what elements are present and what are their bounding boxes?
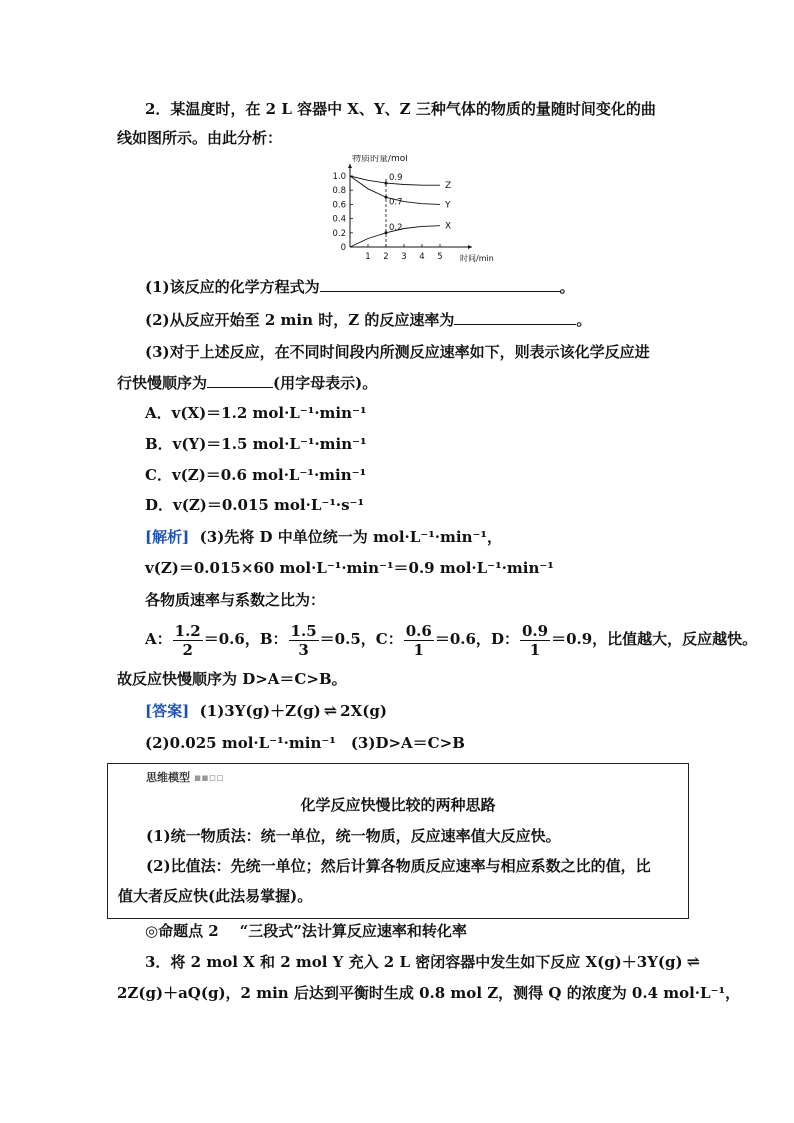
q2-sub3-line1: (3)对于上述反应，在不同时间段内所测反应速率如下，则表示该化学反应进	[145, 343, 650, 361]
series-y-label: Y	[445, 200, 451, 211]
answer-blank-3[interactable]	[207, 373, 273, 388]
q3-line2: 2Z(g)＋aQ(g)，2 min 后达到平衡时生成 0.8 mol Z，测得 Q 的浓度为 0.4 mol·L⁻¹，	[117, 984, 741, 1002]
x-tick-label: 1	[365, 252, 371, 262]
y-axis-label: 物质的量/mol	[352, 155, 408, 164]
ratio-a-den: 2	[182, 640, 193, 659]
ratio-a-num: 1.2	[174, 621, 201, 640]
ratio-c-label: C：	[375, 630, 403, 648]
analysis-line3: 各物质速率与系数之比为：	[145, 591, 326, 609]
option-d: D．v(Z)＝0.015 mol·L⁻¹·s⁻¹	[145, 496, 365, 514]
answer-eq-left: (1)3Y(g)＋Z(g)	[199, 702, 321, 720]
x-axis-arrow-icon	[468, 245, 472, 249]
ratio-b-fraction	[289, 622, 319, 659]
q3-line1	[145, 952, 700, 972]
y-tick-label: 0.4	[332, 214, 346, 225]
analysis-tag: [解析]	[145, 528, 190, 546]
amount-time-chart	[322, 155, 507, 270]
annotation-label: 0.7	[389, 197, 403, 208]
q2-line2: 线如图所示。由此分析：	[117, 129, 283, 147]
q2-sub3-text: 行快慢顺序为	[117, 374, 208, 392]
x-axis-label: 时间/min	[460, 254, 494, 263]
q2-sub3-end: (用字母表示)。	[273, 374, 378, 392]
ratio-b-den: 3	[298, 640, 309, 659]
q2-sub2	[145, 310, 591, 330]
ratio-c-num: 0.6	[405, 621, 432, 640]
ratio-a-label: A：	[145, 630, 172, 648]
answer-line1	[145, 701, 387, 721]
analysis-text-1: (3)先将 D 中单位统一为 mol·L⁻¹·min⁻¹，	[199, 528, 502, 546]
x-tick-label: 5	[437, 252, 443, 262]
equilibrium-arrow-icon: ⇌	[686, 952, 701, 971]
series-z-label: Z	[445, 181, 452, 192]
model-title: 化学反应快慢比较的两种思路	[300, 796, 496, 814]
ratio-c-val: ＝0.6，	[434, 630, 491, 648]
ratio-c-den: 1	[413, 640, 424, 659]
answer-tag: [答案]	[145, 702, 190, 720]
topic2-heading	[145, 921, 467, 941]
x-tick-label: 3	[401, 252, 407, 262]
y-tick-label: 0	[340, 243, 346, 253]
ratio-a-val: ＝0.6，	[203, 630, 260, 648]
series-z-point	[385, 182, 388, 185]
ratio-d-label: D：	[490, 630, 519, 648]
topic2-marker: ◎命题点 2	[145, 922, 219, 940]
answer-line2: (2)0.025 mol·L⁻¹·min⁻¹ (3)D>A＝C>B	[145, 734, 465, 752]
model-tag-text: 思维模型	[146, 771, 190, 784]
ratio-d-den: 1	[529, 640, 541, 659]
y-tick-label: 0.6	[332, 200, 346, 211]
ratio-line	[145, 620, 757, 659]
annotation-label: 0.9	[389, 173, 403, 184]
y-tick-label: 1.0	[332, 172, 346, 182]
q2-line1: 2．某温度时，在 2 L 容器中 X、Y、Z 三种气体的物质的量随时间变化的曲	[145, 100, 656, 118]
annotation-label: 0.2	[389, 222, 403, 233]
ratio-b-val: ＝0.5，	[319, 630, 376, 648]
ratio-b-num: 1.5	[290, 621, 317, 640]
q3-text-1: 3．将 2 mol X 和 2 mol Y 充入 2 L 密闭容器中发生如下反应 X(g)＋3Y(g)	[145, 953, 683, 971]
ratio-b-label: B：	[259, 630, 288, 648]
ratio-d-val: ＝0.9，比值越大，反应越快。	[551, 630, 758, 648]
x-tick-label: 2	[383, 252, 389, 262]
answer-blank-1[interactable]	[320, 277, 560, 292]
option-c: C．v(Z)＝0.6 mol·L⁻¹·min⁻¹	[145, 466, 367, 484]
q2-sub1	[145, 277, 575, 297]
option-b: B．v(Y)＝1.5 mol·L⁻¹·min⁻¹	[145, 435, 367, 453]
model-item1: (1)统一物质法：统一单位，统一物质，反应速率值大反应快。	[146, 827, 561, 845]
y-axis-arrow-icon	[348, 164, 352, 168]
q2-sub2-text: (2)从反应开始至 2 min 时，Z 的反应速率为	[145, 311, 455, 329]
analysis-line5: 故反应快慢顺序为 D>A＝C>B。	[117, 670, 347, 688]
series-y-point	[385, 196, 388, 199]
q2-sub1-text: (1)该反应的化学方程式为	[145, 278, 320, 296]
q2-sub2-end: 。	[576, 311, 592, 329]
series-x-point	[385, 231, 388, 234]
ratio-c-fraction	[404, 622, 434, 659]
q2-sub1-end: 。	[559, 278, 575, 296]
y-tick-label: 0.8	[332, 186, 346, 197]
series-x-label: X	[445, 221, 452, 232]
y-tick-label: 0.2	[332, 228, 346, 239]
ratio-d-num: 0.9	[521, 621, 549, 640]
thinking-model-box	[107, 763, 689, 919]
x-tick-label: 4	[419, 252, 425, 262]
model-item2-line2: 值大者反应快(此法易掌握)。	[118, 887, 313, 905]
analysis-line2: v(Z)＝0.015×60 mol·L⁻¹·min⁻¹＝0.9 mol·L⁻¹·min⁻¹	[145, 559, 554, 577]
answer-blank-2[interactable]	[454, 310, 576, 325]
q2-sub3-line2	[117, 373, 377, 393]
analysis-line1	[145, 527, 502, 547]
model-tag	[146, 769, 224, 785]
model-item2-line1: (2)比值法：先统一单位；然后计算各物质反应速率与相应系数之比的值，比	[146, 857, 651, 875]
dots-icon: ▪▪▫▫	[193, 771, 224, 784]
equilibrium-arrow-icon: ⇌	[323, 701, 338, 720]
topic2-title: “三段式”法计算反应速率和转化率	[239, 922, 467, 940]
ratio-a-fraction	[173, 622, 203, 659]
option-a: A．v(X)＝1.2 mol·L⁻¹·min⁻¹	[145, 404, 367, 422]
ratio-d-fraction	[520, 622, 550, 659]
answer-eq-right: 2X(g)	[340, 702, 387, 720]
